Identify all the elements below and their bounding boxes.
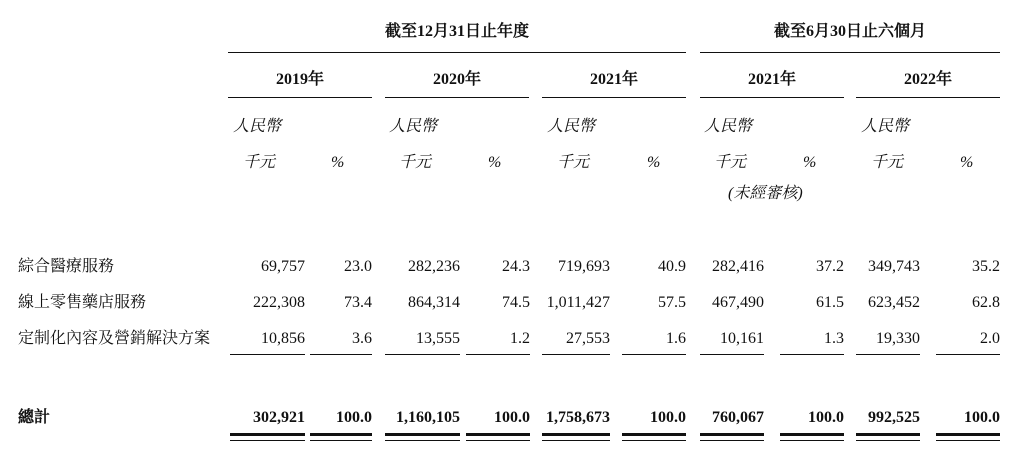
currency-label: 人民幣 — [704, 118, 753, 135]
cell-value: 222,308 — [253, 294, 305, 311]
total-double-rule — [780, 433, 844, 441]
total-double-rule — [385, 433, 460, 441]
unit-label: 千元 — [399, 154, 432, 171]
year-underline — [856, 97, 1000, 98]
subtotal-rule — [230, 354, 305, 355]
period-header-annual: 截至12月31日止年度 — [384, 23, 529, 40]
cell-percent: 2.0 — [980, 330, 1000, 347]
percent-label: % — [960, 154, 974, 171]
total-value: 760,067 — [712, 409, 764, 426]
period-header-six-months: 截至6月30日止六個月 — [773, 23, 926, 40]
total-value: 302,921 — [253, 409, 305, 426]
total-double-rule — [856, 433, 920, 441]
percent-label: % — [647, 154, 661, 171]
currency-label: 人民幣 — [389, 118, 438, 135]
year-header-2021: 2021年 — [589, 71, 638, 88]
total-percent: 100.0 — [808, 409, 844, 426]
subtotal-rule — [542, 354, 610, 355]
cell-value: 719,693 — [558, 258, 610, 275]
total-double-rule — [700, 433, 764, 441]
percent-label: % — [331, 154, 345, 171]
total-percent: 100.0 — [494, 409, 530, 426]
subtotal-rule — [466, 354, 530, 355]
total-value: 1,758,673 — [546, 409, 610, 426]
subtotal-rule — [385, 354, 460, 355]
currency-label: 人民幣 — [547, 118, 596, 135]
cell-value: 13,555 — [416, 330, 460, 347]
cell-percent: 62.8 — [972, 294, 1000, 311]
cell-percent: 1.6 — [666, 330, 686, 347]
cell-percent: 24.3 — [502, 258, 530, 275]
year-header-2021-h1: 2021年 — [747, 71, 796, 88]
subtotal-rule — [700, 354, 764, 355]
total-percent: 100.0 — [964, 409, 1000, 426]
total-value: 1,160,105 — [396, 409, 460, 426]
cell-value: 1,011,427 — [546, 294, 610, 311]
total-double-rule — [542, 433, 610, 441]
cell-value: 282,416 — [712, 258, 764, 275]
year-underline — [228, 97, 372, 98]
currency-label: 人民幣 — [233, 118, 282, 135]
cell-value: 864,314 — [408, 294, 460, 311]
cell-percent: 57.5 — [658, 294, 686, 311]
year-underline — [542, 97, 686, 98]
percent-label: % — [803, 154, 817, 171]
period-underline-annual — [228, 52, 686, 53]
unit-label: 千元 — [714, 154, 747, 171]
percent-label: % — [488, 154, 502, 171]
total-double-rule — [230, 433, 305, 441]
total-double-rule — [936, 433, 1000, 441]
row-label-online-retail-pharmacy: 線上零售藥店服務 — [18, 294, 147, 311]
year-header-2020: 2020年 — [432, 71, 481, 88]
cell-percent: 37.2 — [816, 258, 844, 275]
total-double-rule — [622, 433, 686, 441]
cell-percent: 61.5 — [816, 294, 844, 311]
cell-value: 10,161 — [720, 330, 764, 347]
unit-label: 千元 — [871, 154, 904, 171]
row-label-total: 總計 — [18, 409, 51, 426]
period-underline-six-months — [700, 52, 1000, 53]
cell-value: 27,553 — [566, 330, 610, 347]
row-label-custom-content-marketing: 定制化內容及營銷解決方案 — [18, 330, 211, 347]
cell-value: 282,236 — [408, 258, 460, 275]
year-header-2019: 2019年 — [275, 71, 324, 88]
unaudited-note: (未經審核) — [728, 185, 803, 202]
year-underline — [385, 97, 529, 98]
cell-percent: 73.4 — [344, 294, 372, 311]
total-double-rule — [466, 433, 530, 441]
subtotal-rule — [780, 354, 844, 355]
cell-percent: 35.2 — [972, 258, 1000, 275]
cell-value: 467,490 — [712, 294, 764, 311]
subtotal-rule — [856, 354, 920, 355]
subtotal-rule — [622, 354, 686, 355]
cell-percent: 3.6 — [352, 330, 372, 347]
row-label-integrated-medical-services: 綜合醫療服務 — [18, 258, 115, 275]
cell-percent: 1.2 — [510, 330, 530, 347]
cell-percent: 23.0 — [344, 258, 372, 275]
total-value: 992,525 — [868, 409, 920, 426]
total-percent: 100.0 — [650, 409, 686, 426]
year-header-2022-h1: 2022年 — [903, 71, 952, 88]
cell-value: 349,743 — [868, 258, 920, 275]
cell-percent: 74.5 — [502, 294, 530, 311]
subtotal-rule — [310, 354, 372, 355]
cell-value: 10,856 — [261, 330, 305, 347]
unit-label: 千元 — [557, 154, 590, 171]
cell-value: 623,452 — [868, 294, 920, 311]
subtotal-rule — [936, 354, 1000, 355]
cell-value: 69,757 — [261, 258, 305, 275]
currency-label: 人民幣 — [861, 118, 910, 135]
total-double-rule — [310, 433, 372, 441]
unit-label: 千元 — [243, 154, 276, 171]
cell-value: 19,330 — [876, 330, 920, 347]
total-percent: 100.0 — [336, 409, 372, 426]
year-underline — [700, 97, 844, 98]
cell-percent: 1.3 — [824, 330, 844, 347]
cell-percent: 40.9 — [658, 258, 686, 275]
